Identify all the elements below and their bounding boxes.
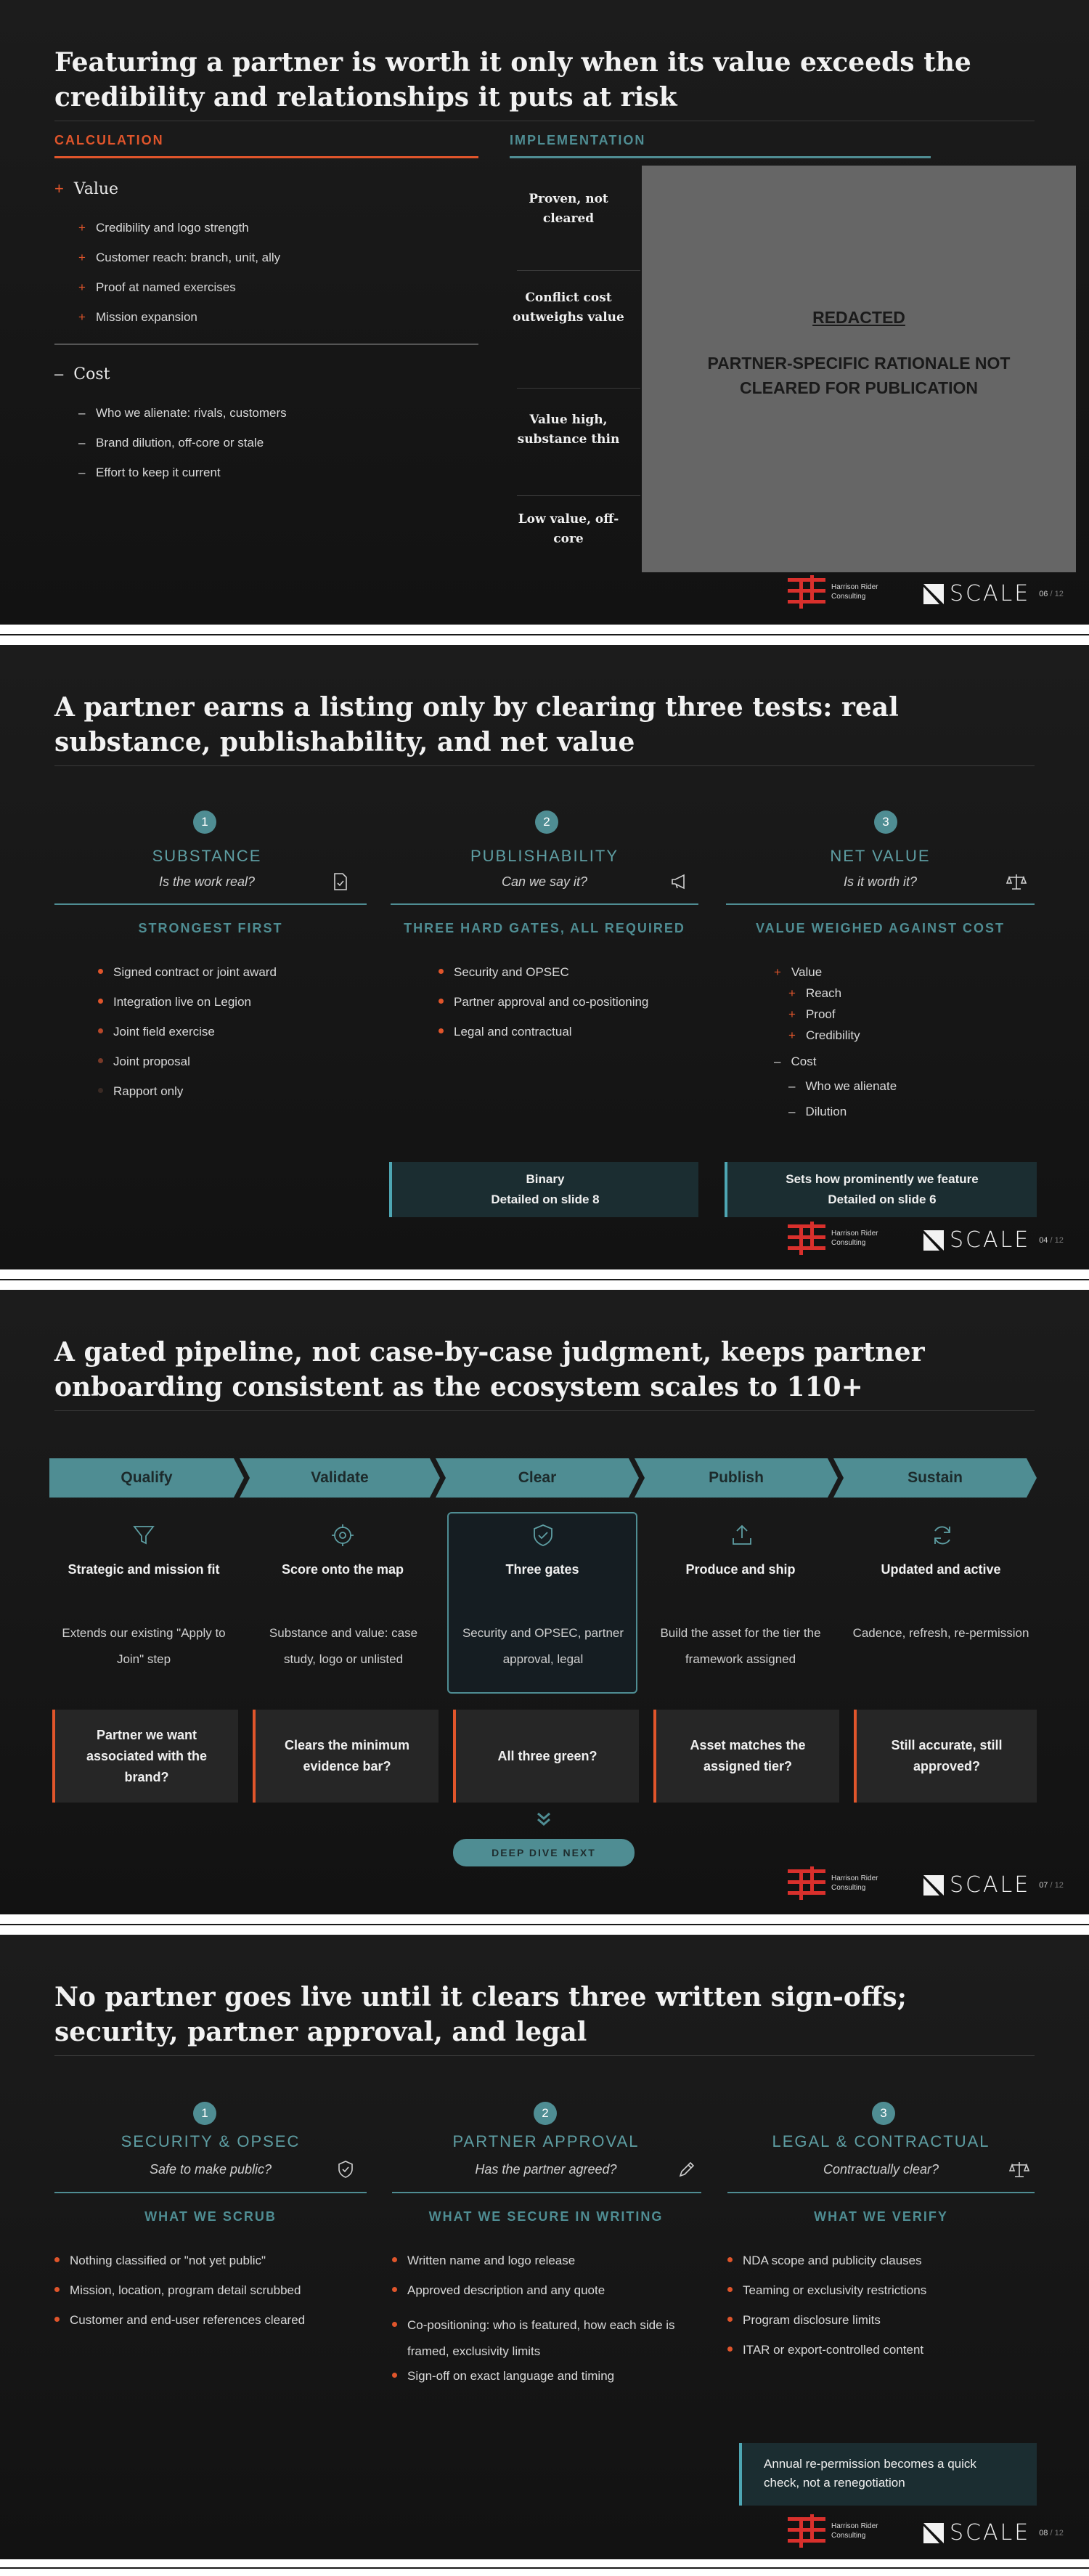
stage-title: Three gates [505,1562,579,1577]
shield-check-icon [335,2159,356,2179]
slide-separator [0,2559,1089,2576]
scale-mark-icon [923,2523,944,2543]
scale-wordmark: SCALE [950,1872,1031,1898]
step-number: 1 [193,810,216,834]
stage-clear: Clear [436,1458,639,1498]
list-item: Teaming or exclusivity restrictions [727,2283,926,2299]
implementation-row: Low value, off-core [518,512,619,546]
gate-question: Contractually clear? [823,2162,939,2177]
list-item: Joint field exercise [98,1024,215,1040]
stage-description: Extends our existing "Apply to Join" step [62,1626,226,1666]
stage-publish: Publish [635,1458,838,1498]
test-question: Is the work real? [158,874,256,889]
list-item: Sign-off on exact language and timing [392,2368,614,2384]
implementation-rule [510,156,931,158]
value-item: + Proof [788,1007,836,1021]
row-divider [517,388,640,389]
pen-icon [677,2159,697,2179]
page-number: 06 / 12 [1039,589,1064,598]
column-rule [726,903,1035,905]
scale-logo [923,1872,1064,1898]
step-number: 3 [872,2102,895,2125]
calculation-rule [54,156,478,158]
hr-logo-icon [788,1866,825,1900]
gate-question: Partner we want associated with the brand? [52,1710,238,1803]
hr-logo-icon [788,575,825,609]
scale-wordmark: SCALE [950,1227,1031,1253]
list-item: Signed contract or joint award [98,964,277,980]
list-item: Rapport only [98,1084,183,1100]
callout-box: Binary Detailed on slide 8 [389,1162,698,1217]
title-rule [54,1410,1035,1411]
step-number: 1 [193,2102,216,2125]
stage-description: Substance and value: case study, logo or unlisted [269,1626,418,1666]
target-icon [330,1522,356,1548]
cost-item: – Dilution [788,1105,847,1118]
page-number: 04 / 12 [1039,1235,1064,1245]
value-item: + Credibility and logo strength [78,221,249,235]
gate-question: Safe to make public? [149,2162,272,2177]
list-item: Program disclosure limits [727,2312,881,2328]
list-item: Legal and contractual [439,1024,572,1040]
gate-question: All three green? [453,1710,639,1803]
hr-logo-text: Harrison Rider Consulting [831,583,878,601]
stage-sustain: Sustain [833,1458,1037,1498]
hr-logo-text: Harrison Rider Consulting [831,2522,878,2540]
slide-three-tests [0,645,1089,1269]
scale-mark-icon [923,1230,944,1251]
scale-logo [923,1227,1064,1253]
scale-wordmark: SCALE [950,581,1031,606]
callout-box: Annual re-permission becomes a quick check, not a renegotiation [739,2443,1037,2506]
column-subhead: WHAT WE VERIFY [814,2209,948,2224]
slide-title: A partner earns a listing only by clearing three tests: real substance, publishability, and net value [54,692,899,757]
deep-dive-button[interactable]: DEEP DIVE NEXT [453,1839,635,1866]
gate-title: SECURITY & OPSEC [121,2132,301,2150]
column-rule [391,903,698,905]
column-rule [727,2192,1035,2193]
stage-description: Build the asset for the tier the framework assigned [660,1626,821,1666]
scale-mark-icon [923,1875,944,1896]
slide-sign-offs [0,1935,1089,2559]
slide-title: A gated pipeline, not case-by-case judgment, keeps partner onboarding consistent as the ecosystem scales to 110+ [54,1337,925,1402]
list-item: Co-positioning: who is featured, how each side is framed, exclusivity limits [392,2312,682,2365]
redacted-body: PARTNER-SPECIFIC RATIONALE NOT CLEARED FOR PUBLICATION [707,354,1011,397]
page-number: 08 / 12 [1039,2528,1064,2538]
megaphone-icon [669,871,690,892]
scale-logo [923,581,1064,606]
list-item: Integration live on Legion [98,994,251,1010]
value-heading: + Value [54,179,119,198]
value-item: + Credibility [788,1028,860,1042]
column-subhead: THREE HARD GATES, ALL REQUIRED [404,921,685,935]
slide-calculation [0,0,1089,625]
scale-mark-icon [923,584,944,604]
filter-icon [131,1522,157,1548]
step-number: 2 [535,810,558,834]
list-item: Partner approval and co-positioning [439,994,648,1010]
column-subhead: WHAT WE SCRUB [144,2209,277,2224]
column-rule [54,903,367,905]
gate-question: Asset matches the assigned tier? [653,1710,839,1803]
implementation-row: Proven, not cleared [529,192,608,226]
slide-separator [0,1914,1089,1935]
stage-validate: Validate [240,1458,440,1498]
test-question: Can we say it? [501,874,588,889]
test-question: Is it worth it? [843,874,918,889]
refresh-icon [929,1522,955,1548]
stage-title: Produce and ship [685,1562,796,1577]
column-rule [54,2192,367,2193]
gate-question: Has the partner agreed? [475,2162,617,2177]
redacted-panel [642,166,1076,572]
value-item: + Proof at named exercises [78,280,236,294]
column-subhead: WHAT WE SECURE IN WRITING [428,2209,664,2224]
cost-item: – Who we alienate [788,1079,897,1093]
row-divider [517,270,640,271]
divider [54,344,478,345]
gate-question: Still accurate, still approved? [854,1710,1037,1803]
implementation-row: Value high, substance thin [517,413,620,447]
step-number: 2 [534,2102,557,2125]
list-item: Joint proposal [98,1054,190,1070]
value-item: + Customer reach: branch, unit, ally [78,251,281,264]
column-subhead: STRONGEST FIRST [138,921,283,935]
scale-logo [923,2520,1064,2545]
slide-separator [0,1269,1089,1290]
stage-title: Score onto the map [281,1562,404,1577]
harrison-rider-logo [788,2514,889,2548]
cost-item: – Effort to keep it current [78,466,221,479]
chevron-down-icon [534,1810,553,1829]
test-title: SUBSTANCE [152,847,262,865]
implementation-row: Conflict cost outweighs value [513,290,624,325]
slide-separator [0,625,1089,645]
stage-description: Cadence, refresh, re-permission [852,1626,1029,1640]
step-number: 3 [874,810,897,834]
gate-question: Clears the minimum evidence bar? [253,1710,439,1803]
value-item: + Mission expansion [78,310,197,324]
hr-logo-icon [788,2514,825,2548]
stage-title: Strategic and mission fit [68,1562,220,1577]
list-item: Approved description and any quote [392,2283,605,2299]
gate-title: LEGAL & CONTRACTUAL [772,2132,990,2150]
implementation-label: IMPLEMENTATION [510,133,646,147]
upload-icon [729,1522,755,1548]
list-item: ITAR or export-controlled content [727,2342,923,2358]
cost-heading: – Cost [774,1055,817,1068]
callout-box: Sets how prominently we feature Detailed on slide 6 [725,1162,1037,1217]
stage-description: Security and OPSEC, partner approval, legal [462,1626,624,1666]
scales-icon [1006,871,1027,892]
stage-qualify: Qualify [49,1458,244,1498]
cost-heading: – Cost [54,365,110,383]
value-item: + Reach [788,986,842,1000]
test-title: PUBLISHABILITY [470,847,619,865]
slide-title: No partner goes live until it clears three written sign-offs; security, partner approval, and legal [54,1982,907,2047]
list-item: NDA scope and publicity clauses [727,2253,922,2269]
slide-pipeline [0,1290,1089,1914]
cost-item: – Who we alienate: rivals, customers [78,406,287,420]
column-rule [392,2192,701,2193]
cost-item: – Brand dilution, off-core or stale [78,436,264,450]
title-rule [54,765,1035,766]
value-heading: + Value [774,965,823,979]
scale-wordmark: SCALE [950,2520,1031,2545]
row-divider [517,495,640,496]
scales-icon [1009,2159,1029,2179]
harrison-rider-logo [788,1866,889,1900]
list-item: Nothing classified or "not yet public" [54,2253,266,2269]
document-check-icon [330,871,351,892]
list-item: Security and OPSEC [439,964,569,980]
redacted-title: REDACTED [812,308,905,327]
harrison-rider-logo [788,575,889,609]
hr-logo-text: Harrison Rider Consulting [831,1230,878,1247]
list-item: Mission, location, program detail scrubbed [54,2283,301,2299]
hr-logo-icon [788,1222,825,1255]
gate-title: PARTNER APPROVAL [452,2132,640,2150]
harrison-rider-logo [788,1222,889,1255]
hr-logo-text: Harrison Rider Consulting [831,1874,878,1892]
slide-title: Featuring a partner is worth it only when its value exceeds the credibility and relationships it puts at risk [54,47,971,113]
title-rule [54,2055,1035,2056]
list-item: Customer and end-user references cleared [54,2312,305,2328]
stage-title: Updated and active [881,1562,1001,1577]
calculation-label: CALCULATION [54,133,164,147]
list-item: Written name and logo release [392,2253,575,2269]
test-title: NET VALUE [830,847,931,865]
column-subhead: VALUE WEIGHED AGAINST COST [755,921,1005,935]
shield-check-icon [530,1522,556,1548]
page-number: 07 / 12 [1039,1880,1064,1890]
